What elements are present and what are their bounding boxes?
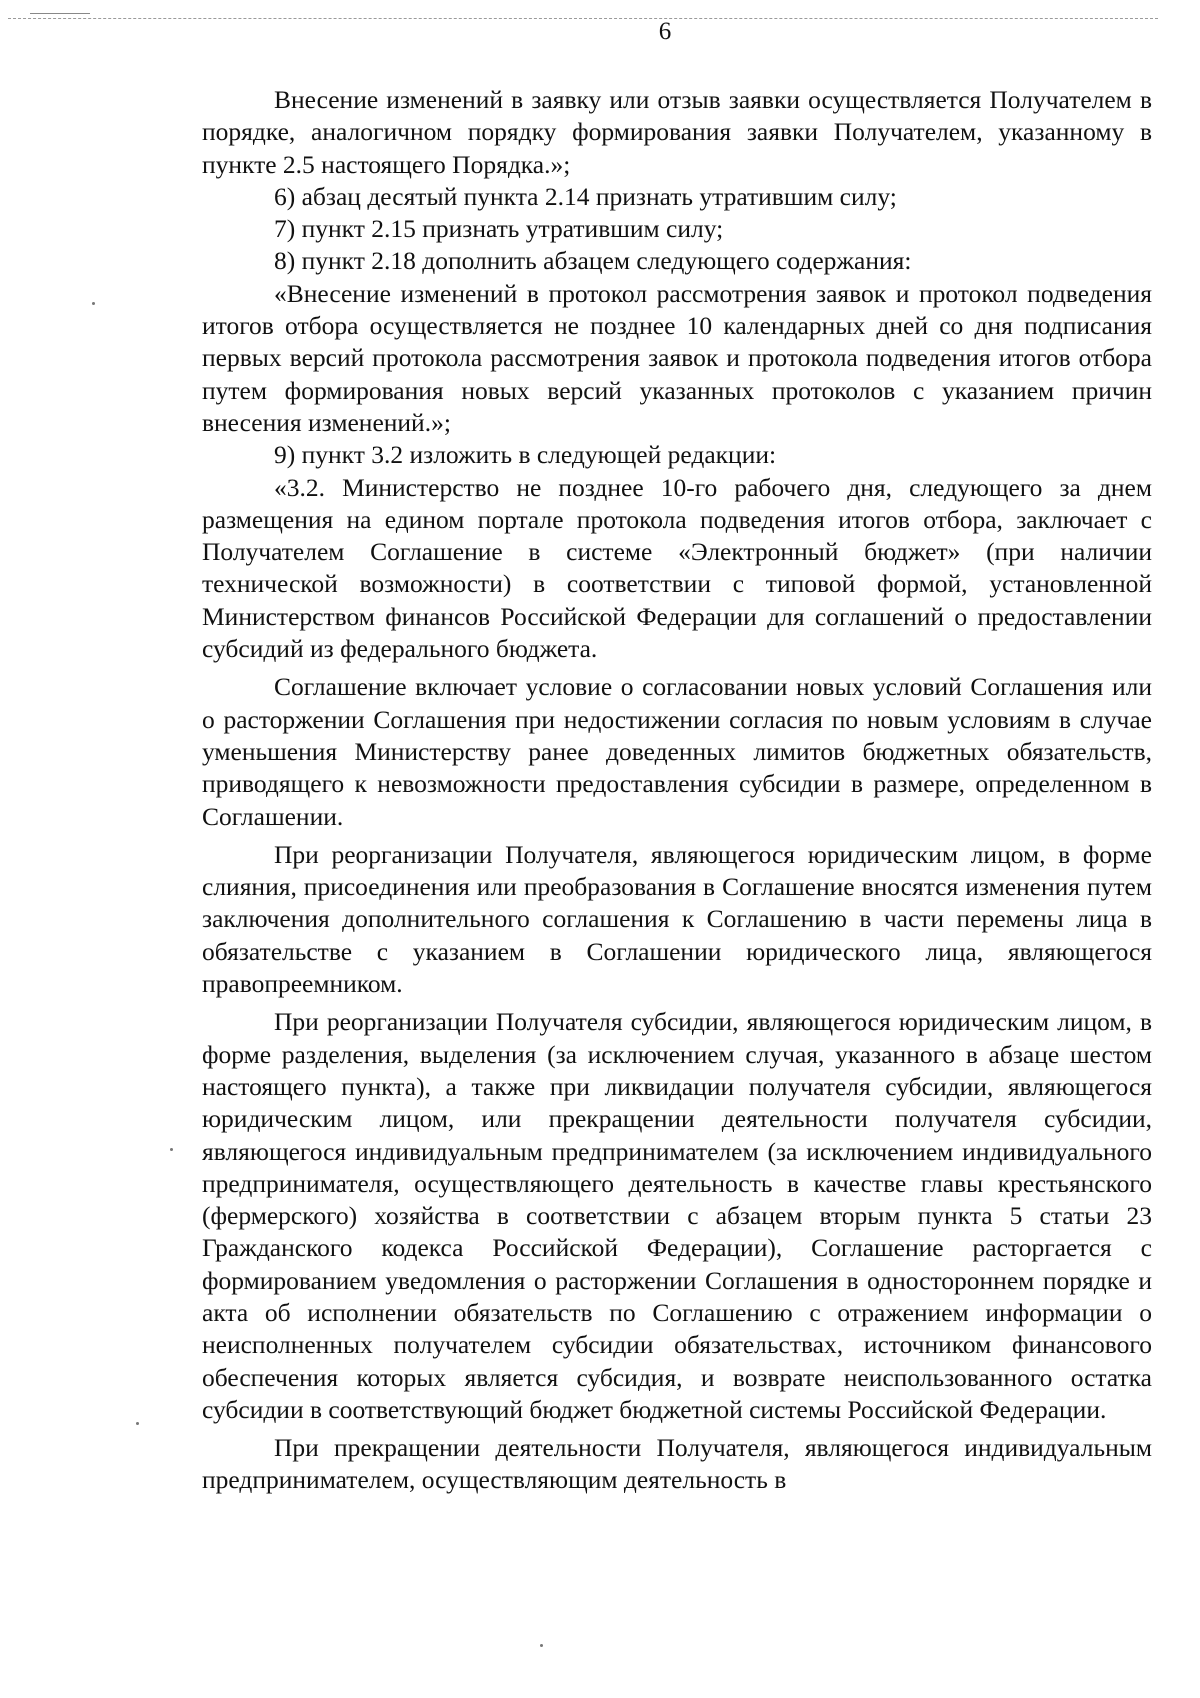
paragraph: Соглашение включает условие о согласовании новых условий Соглашения или о расторжении Соглашения при недостижении согласия по новым условиям в случае уменьшения Министерству ранее доведенных лимитов бюджетных обязательств, приводящего к невозможности предоставления субсидии в размере, определенном в Соглашении. — [202, 672, 1152, 831]
paragraph: 8) пункт 2.18 дополнить абзацем следующего содержания: — [274, 246, 912, 276]
scan-speck — [170, 1148, 173, 1151]
paragraph: «3.2. Министерство не позднее 10-го рабочего дня, следующего за днем размещения на едином портале протокола подведения итогов отбора, заключает с Получателем Соглашение в системе «Электронный бюджет» (при наличии технической возможности) в соответствии с типовой формой, установленной Министерством финансов Российской Федерации для соглашений о предоставлении субсидий из федерального бюджета. — [202, 472, 1152, 664]
paragraph: Внесение изменений в заявку или отзыв заявки осуществляется Получателем в порядке, аналогичном порядку формирования заявки Получателем, указанному в пункте 2.5 настоящего Порядка.»; — [202, 85, 1152, 179]
paragraph: При реорганизации Получателя, являющегося юридическим лицом, в форме слияния, присоединения или преобразования в Соглашение вносятся изменения путем заключения дополнительного соглашения к Соглашению в части перемены лица в обязательстве с указанием в Соглашении юридического лица, являющегося правопреемником. — [202, 839, 1152, 999]
page-number: 6 — [658, 18, 672, 45]
document-body — [202, 84, 1152, 1497]
scan-speck — [136, 1422, 139, 1425]
paragraph: При реорганизации Получателя субсидии, являющегося юридическим лицом, в форме разделения, выделения (за исключением случая, указанного в абзаце шестом настоящего пункта), а также при ликвидации получателя субсидии, являющегося юридическим лицом, или прекращении деятельности получателя субсидии, являющегося индивидуальным предпринимателем (за исключением индивидуального предпринимателя, осуществляющего деятельность в качестве главы крестьянского (фермерского) хозяйства в соответствии с абзацем вторым пункта 5 статьи 23 Гражданского кодекса Российской Федерации), Соглашение расторгается с формированием уведомления о расторжении Соглашения в одностороннем порядке и акта об исполнении обязательств по Соглашению с отражением информации о неисполненных получателем субсидии обязательствах, источником финансового обеспечения которых является субсидия, и возврате неиспользованного остатка субсидии в соответствующий бюджет бюджетной системы Российской Федерации. — [202, 1007, 1152, 1424]
scan-speck — [92, 302, 95, 305]
paragraph: 9) пункт 3.2 изложить в следующей редакции: — [274, 440, 777, 470]
scan-artifact-tick — [30, 13, 90, 14]
paragraph: «Внесение изменений в протокол рассмотрения заявок и протокол подведения итогов отбора осуществляется не позднее 10 календарных дней со дня подписания первых версий протокола рассмотрения заявок и протокола подведения итогов отбора путем формирования новых версий указанных протоколов с указанием причин внесения изменений.»; — [202, 278, 1152, 437]
paragraph: При прекращении деятельности Получателя, являющегося индивидуальным предпринимателем, осуществляющим деятельность в — [202, 1433, 1152, 1495]
paragraph: 7) пункт 2.15 признать утратившим силу; — [274, 214, 724, 244]
scan-speck — [540, 1644, 543, 1647]
paragraph: 6) абзац десятый пункта 2.14 признать утратившим силу; — [274, 181, 897, 211]
